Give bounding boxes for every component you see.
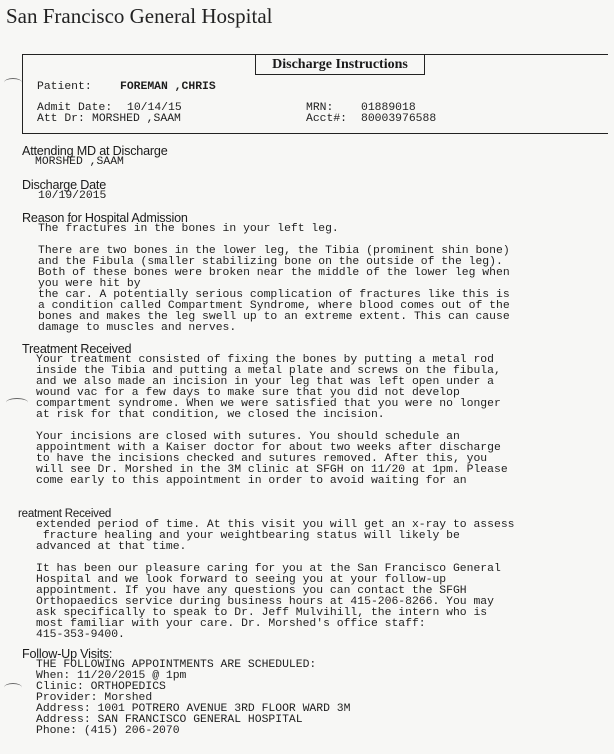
followup-line: Address: 1001 POTRERO AVENUE 3RD FLOOR WARD 3M — [36, 703, 351, 715]
followup-line: When: 11/20/2015 @ 1pm — [36, 670, 187, 682]
treatment-cont-heading: reatment Received — [18, 508, 112, 520]
hospital-name: San Francisco General Hospital — [6, 4, 273, 28]
treatment-cont-line: advanced at that time. — [36, 541, 187, 553]
treatment-body — [36, 355, 508, 487]
treatment-line: to have the incisions checked and sutures removed. After this, you — [36, 453, 488, 465]
reason-heading: Reason for Hospital Admission — [22, 211, 188, 225]
admit-date: 10/14/15 — [127, 102, 182, 114]
punch-mark — [6, 398, 28, 407]
treatment-cont-line: Hospital and we look forward to seeing you at your follow-up — [36, 574, 447, 586]
mrn-value: 01889018 — [361, 102, 416, 114]
attending-value: MORSHED ,SAAM — [35, 156, 124, 168]
followup-heading: Follow-Up Visits: — [22, 647, 113, 661]
treatment-cont-line: It has been our pleasure caring for you at the San Francisco General — [36, 563, 501, 575]
treatment-line: and we also made an incision in your leg that was left open under a — [36, 376, 494, 388]
patient-label: Patient: — [37, 81, 92, 93]
followup-line: THE FOLLOWING APPOINTMENTS ARE SCHEDULED: — [36, 659, 317, 671]
reason-line: a condition called Compartment Syndrome, where blood comes out of the — [38, 300, 510, 312]
followup-body — [36, 660, 350, 737]
followup-line: Phone: (415) 206-2070 — [36, 725, 180, 737]
punch-mark — [4, 78, 22, 87]
reason-line: The fractures in the bones in your left leg. — [38, 223, 339, 235]
treatment-line: come early to this appointment in order to avoid waiting for an — [36, 475, 467, 487]
attending-dr: MORSHED ,SAAM — [92, 113, 181, 125]
treatment-cont-line: fracture healing and your weightbearing status will likely be — [36, 530, 460, 542]
treatment-cont-line: extended period of time. At this visit you will get an x-ray to assess — [36, 519, 515, 531]
treatment-cont-body — [36, 520, 515, 641]
discharge-instructions-title: Discharge Instructions — [255, 55, 425, 75]
treatment-line: inside the Tibia and putting a metal plate and screws on the fibula, — [36, 365, 501, 377]
treatment-line: will see Dr. Morshed in the 3M clinic at SFGH on 11/20 at 1pm. Please — [36, 464, 508, 476]
treatment-cont-line: Orthopaedics service during business hours at 415-206-8266. You may — [36, 596, 494, 608]
treatment-line: Your treatment consisted of fixing the bones by putting a metal rod — [36, 354, 494, 366]
followup-line: Provider: Morshed — [36, 692, 153, 704]
followup-line: Clinic: ORTHOPEDICS — [36, 681, 166, 693]
discharge-date-value: 10/19/2015 — [38, 190, 107, 202]
treatment-line: at risk for that condition, we closed the incision. — [36, 409, 385, 421]
followup-line: Address: SAN FRANCISCO GENERAL HOSPITAL — [36, 714, 303, 726]
attending-dr-label: Att Dr: — [37, 113, 85, 125]
reason-line: you were hit by — [38, 278, 141, 290]
reason-body — [38, 224, 510, 334]
treatment-heading: Treatment Received — [22, 342, 132, 356]
reason-line: There are two bones in the lower leg, the Tibia (prominent shin bone) — [38, 245, 510, 257]
patient-name: FOREMAN ,CHRIS — [120, 81, 216, 93]
reason-line: the car. A potentially serious complication of fractures like this is — [38, 289, 510, 301]
treatment-cont-line: ask specifically to speak to Dr. Jeff Mulvihill, the intern who is — [36, 607, 488, 619]
reason-line: Both of these bones were broken near the middle of the lower leg when — [38, 267, 510, 279]
mrn-label: MRN: — [306, 102, 334, 114]
acct-value: 80003976588 — [361, 113, 437, 125]
treatment-cont-line: 415-353-9400. — [36, 629, 125, 641]
treatment-cont-line: appointment. If you have any questions you can contact the SFGH — [36, 585, 467, 597]
reason-line: bones and makes the leg swell up to an extreme extent. This can cause — [38, 311, 510, 323]
treatment-line: wound vac for a few days to make sure that you did not develop — [36, 387, 460, 399]
reason-line: damage to muscles and nerves. — [38, 322, 237, 334]
punch-mark — [4, 683, 22, 692]
treatment-line: compartment syndrome. When we were satisfied that you were no longer — [36, 398, 501, 410]
discharge-date-heading: Discharge Date — [22, 178, 106, 192]
admit-date-label: Admit Date: — [37, 102, 113, 114]
reason-line: and the Fibula (smaller stabilizing bone on the outside of the leg). — [38, 256, 503, 268]
attending-heading: Attending MD at Discharge — [22, 144, 168, 158]
acct-label: Acct#: — [306, 113, 348, 125]
treatment-line: Your incisions are closed with sutures. You should schedule an — [36, 431, 460, 443]
patient-info-box — [22, 54, 608, 134]
treatment-cont-line: most familiar with your care. Dr. Morshed's office staff: — [36, 618, 426, 630]
treatment-line: appointment with a Kaiser doctor for about two weeks after discharge — [36, 442, 501, 454]
